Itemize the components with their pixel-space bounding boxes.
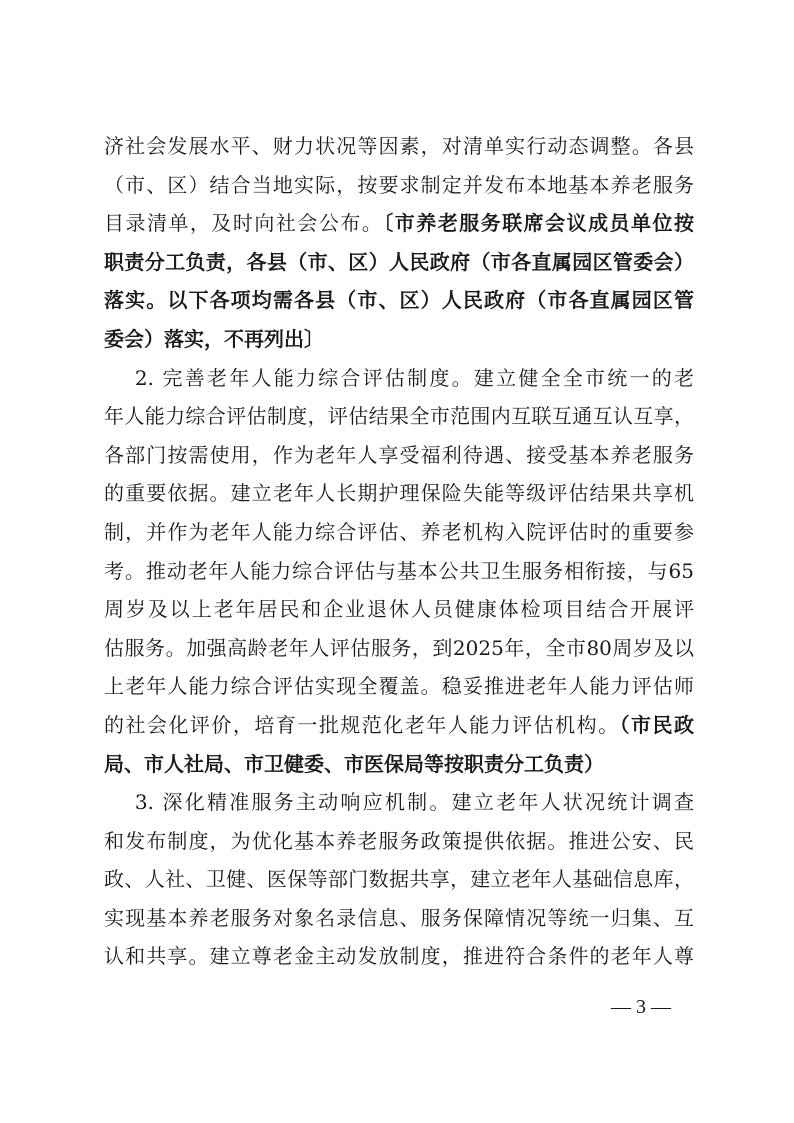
responsibility-note-line: 职责分工负责，各县（市、区）人民政府（市各直属园区管委会） bbox=[104, 249, 694, 274]
text-line bbox=[104, 706, 694, 745]
text-line: 济社会发展水平、财力状况等因素，对清单实行动态调整。各县 bbox=[104, 134, 694, 158]
text-line: 各部门按需使用，作为老年人享受福利待遇、接受基本养老服务 bbox=[104, 442, 694, 467]
text-line: 实现基本养老服务对象名录信息、服务保障情况等统一归集、互 bbox=[104, 905, 694, 930]
text-line: 认和共享。建立尊老金主动发放制度，推进符合条件的老年人尊 bbox=[104, 944, 694, 969]
text-line bbox=[104, 204, 694, 243]
text-plain: 的社会化评价，培育一批规范化老年人能力评估机构。 bbox=[104, 712, 620, 737]
section-2-heading-line: 2. 完善老年人能力综合评估制度。建立健全全市统一的老 bbox=[104, 365, 694, 390]
responsibility-note-line: 委会）落实，不再列出〕 bbox=[104, 326, 324, 351]
text-line: 政、人社、卫健、医保等部门数据共享，建立老年人基础信息库， bbox=[104, 867, 694, 892]
body-text bbox=[104, 127, 694, 976]
text-line: 的重要依据。建立老年人长期护理保险失能等级评估结果共享机 bbox=[104, 481, 694, 506]
responsibility-note-line: 落实。以下各项均需各县（市、区）人民政府（市各直属园区管 bbox=[104, 288, 694, 313]
text-plain: 目录清单，及时向社会公布。 bbox=[104, 211, 384, 236]
text-line: 和发布制度，为优化基本养老服务政策提供依据。推进公安、民 bbox=[104, 828, 694, 853]
text-line: 年人能力综合评估制度，评估结果全市范围内互联互通互认互享， bbox=[104, 404, 694, 429]
text-line: 考。推动老年人能力综合评估与基本公共卫生服务相衔接，与65 bbox=[104, 558, 694, 583]
text-line: 上老年人能力综合评估实现全覆盖。稳妥推进老年人能力评估师 bbox=[104, 674, 694, 699]
section-3-heading-line: 3. 深化精准服务主动响应机制。建立老年人状况统计调查 bbox=[104, 790, 694, 815]
responsibility-note: 〔市养老服务联席会议成员单位按 bbox=[383, 211, 695, 236]
responsibility-note: （市民政 bbox=[619, 712, 695, 737]
text-line: 周岁及以上老年居民和企业退休人员健康体检项目结合开展评 bbox=[104, 597, 694, 622]
text-line: （市、区）结合当地实际，按要求制定并发布本地基本养老服务 bbox=[104, 172, 694, 197]
page-number: — 3 — bbox=[611, 996, 671, 1018]
responsibility-note-line: 局、市人社局、市卫健委、市医保局等按职责分工负责） bbox=[104, 751, 604, 776]
text-line: 估服务。加强高龄老年人评估服务，到2025年，全市80周岁及以 bbox=[104, 635, 694, 660]
text-line: 制，并作为老年人能力综合评估、养老机构入院评估时的重要参 bbox=[104, 519, 694, 544]
